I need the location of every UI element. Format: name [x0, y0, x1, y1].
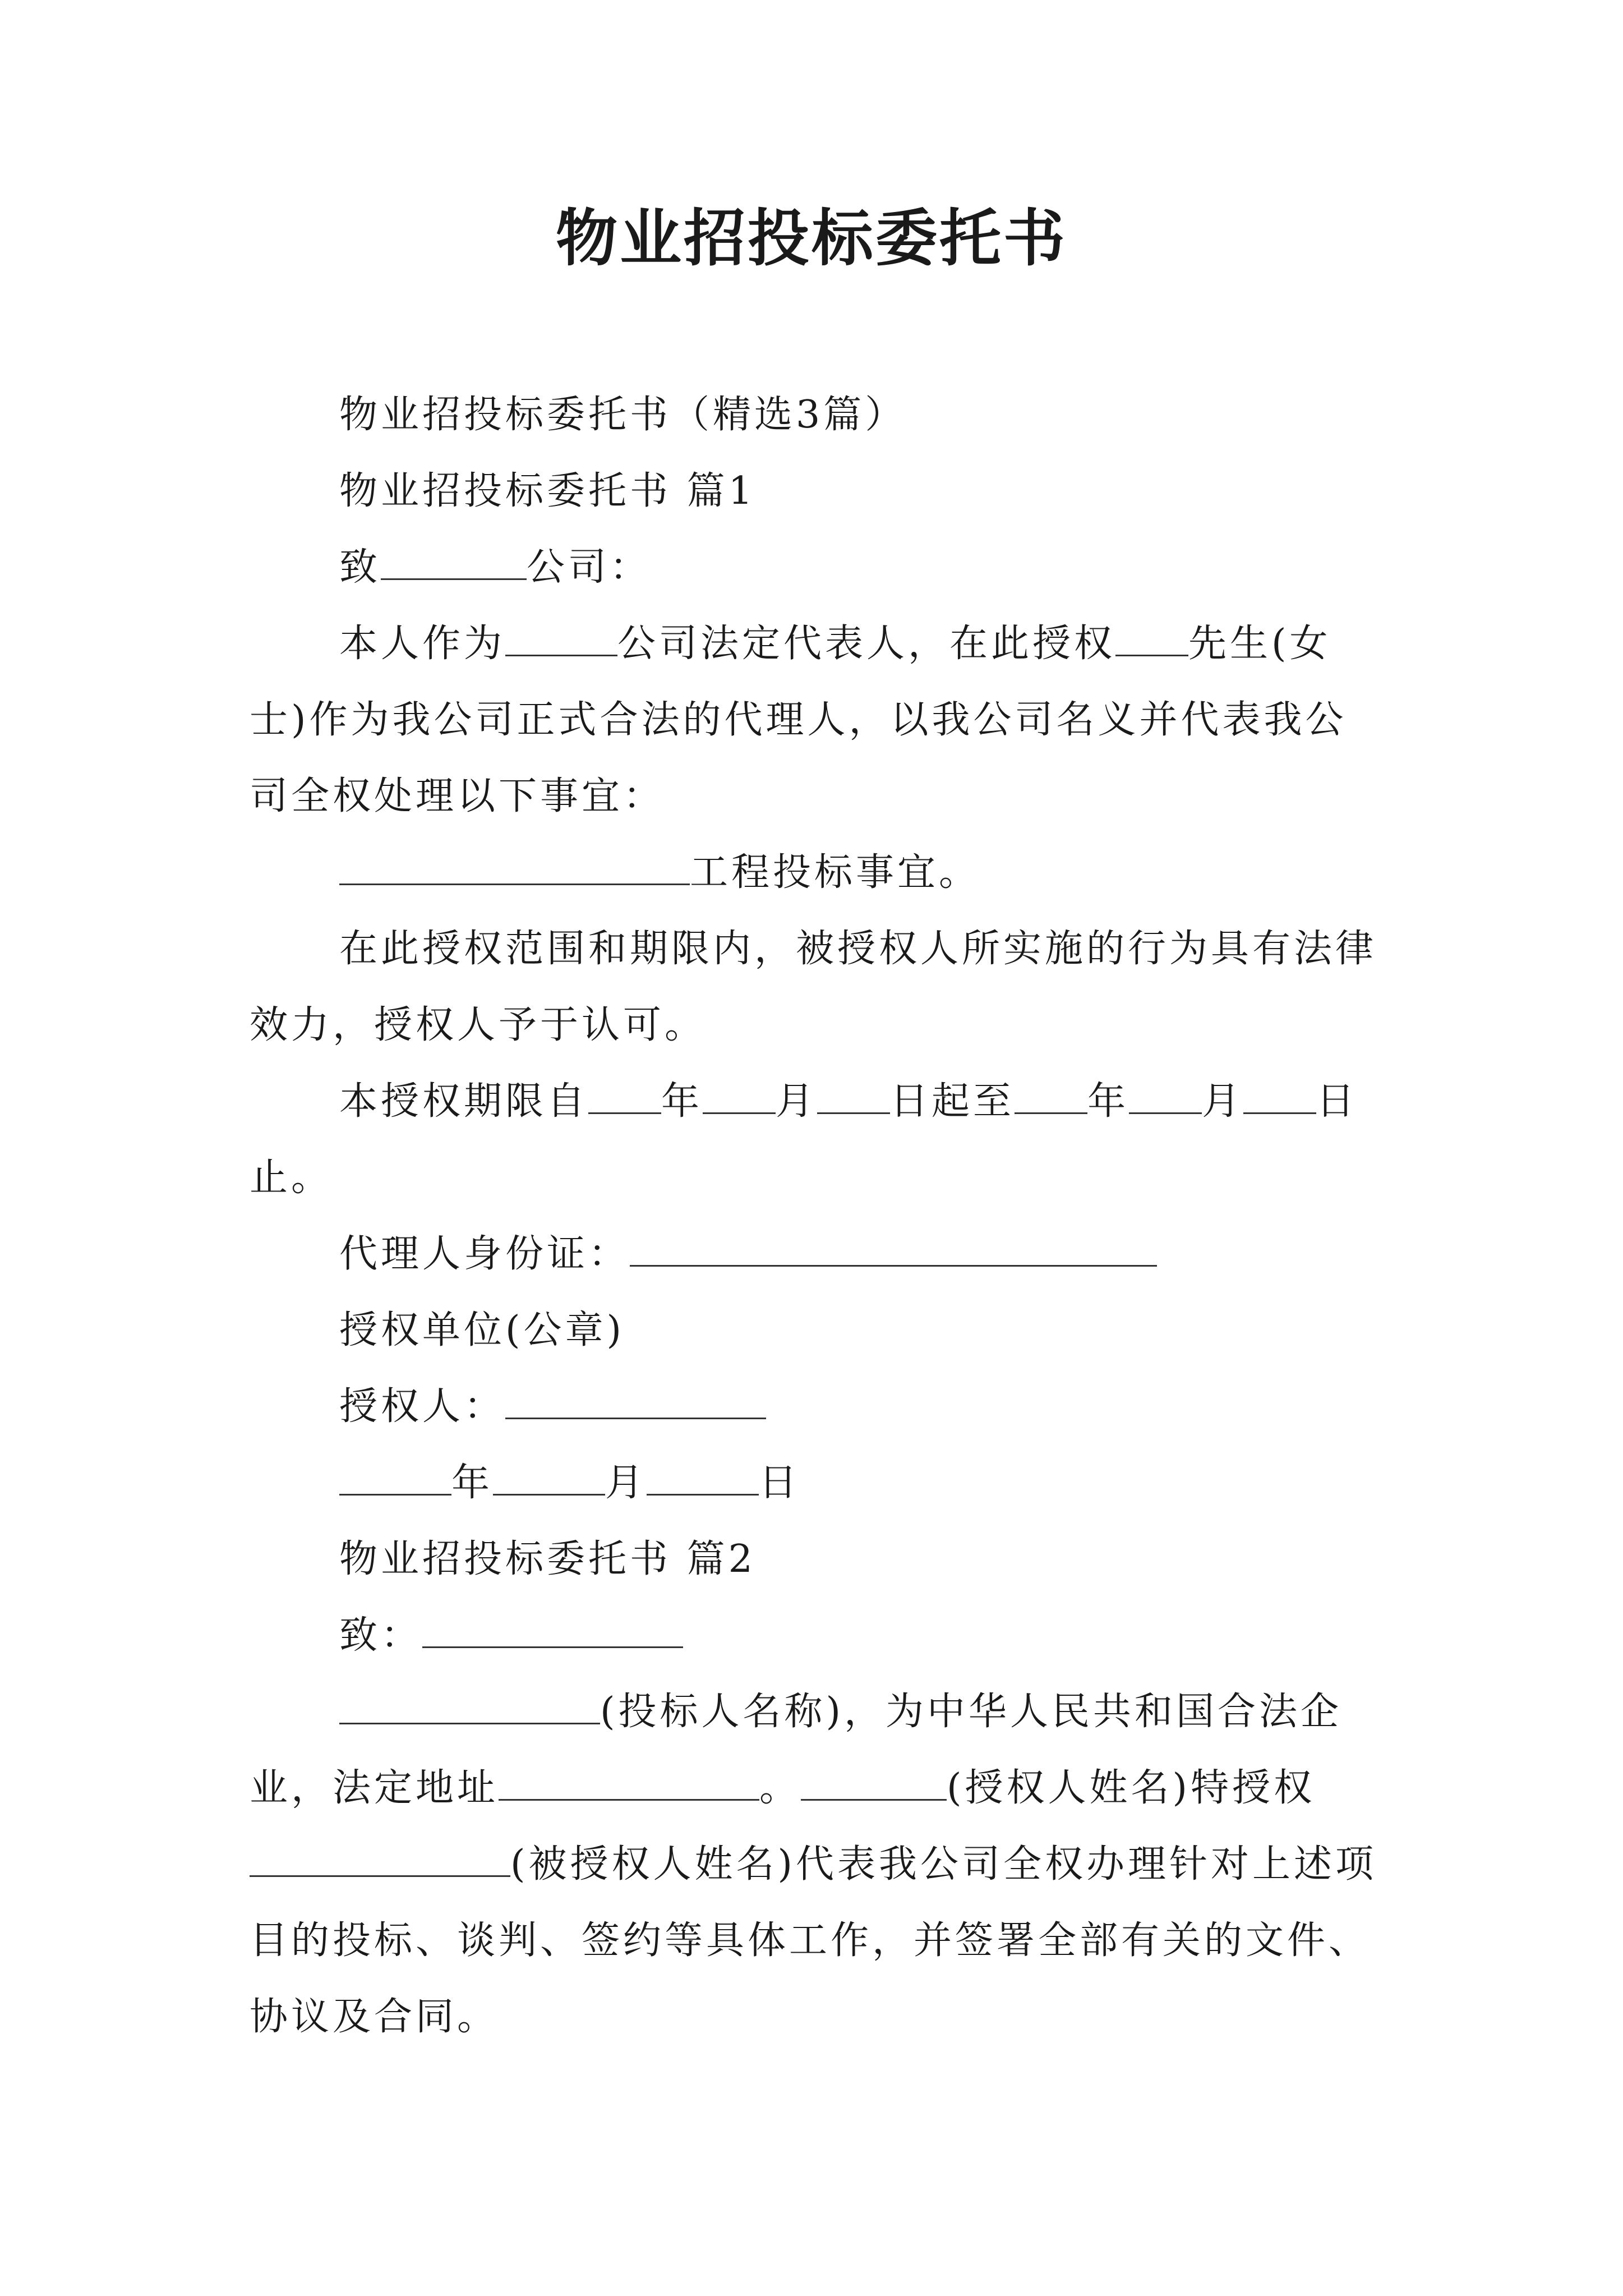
text-fragment: 工程投标事宜。: [690, 850, 981, 895]
text-fragment: 授权人：: [339, 1384, 506, 1429]
address-blank: [499, 1765, 759, 1801]
text-fragment: 代理人身份证：: [339, 1232, 630, 1276]
text-fragment: 日: [759, 1461, 801, 1505]
section1-heading: 物业招投标委托书 篇1: [339, 469, 756, 513]
recipient-blank: [422, 1613, 683, 1648]
document-subtitle: 物业招投标委托书（精选3篇）: [339, 393, 907, 437]
document-title: 物业招投标委托书: [556, 202, 1067, 274]
text-fragment: (被授权人姓名)代表我公司全权办理针对上述项目的投标、谈判、签约等具体工作，并签署全部有关的文件、协议及合同。: [250, 1842, 1377, 2039]
grantor-blank: [505, 1384, 766, 1419]
text-fragment: (投标人名称)，为中华人民共和国合法企业，法定地址: [250, 1690, 1343, 1810]
text-fragment: 年: [1087, 1079, 1129, 1124]
grantor-name-blank: [801, 1765, 947, 1801]
company-name-blank: [505, 621, 617, 656]
end-month-blank: [1129, 1079, 1202, 1114]
bidder-name-blank: [339, 1689, 600, 1724]
section2-heading: 物业招投标委托书 篇2: [339, 1537, 756, 1581]
id-number-blank: [630, 1231, 1157, 1267]
text-fragment: 日止。: [250, 1079, 1358, 1200]
section1-period-line: [250, 1064, 1382, 1216]
text-fragment: 公司法定代表人，在此授权: [617, 622, 1116, 666]
section1-paragraph-authorization: [250, 606, 1382, 835]
sign-month-blank: [493, 1460, 605, 1496]
section2-to-line: [250, 1598, 1382, 1674]
section1-unit-line: 授权单位(公章): [339, 1308, 625, 1352]
sign-day-blank: [647, 1460, 759, 1496]
text-fragment: 本人作为: [339, 622, 506, 666]
to-suffix: 公司：: [527, 545, 652, 590]
section1-grantor-line: [250, 1369, 1382, 1445]
text-fragment: 日起至: [890, 1079, 1015, 1124]
section1-date-line: [250, 1445, 1382, 1521]
company-blank: [381, 545, 527, 580]
start-day-blank: [817, 1079, 890, 1114]
end-year-blank: [1015, 1079, 1087, 1114]
text-fragment: 致：: [339, 1613, 423, 1658]
section2-paragraph-authorization: [250, 1674, 1382, 2055]
project-name-blank: [339, 850, 690, 885]
text-fragment: 本授权期限自: [339, 1079, 589, 1124]
section1-project-line: [250, 835, 1382, 911]
text-fragment: 先生(女士)作为我公司正式合法的代理人，以我公司名义并代表我公司全权处理以下事宜：: [250, 622, 1347, 818]
start-month-blank: [703, 1079, 776, 1114]
end-day-blank: [1243, 1079, 1316, 1114]
agent-name-blank: [1115, 621, 1188, 656]
sign-year-blank: [339, 1460, 451, 1496]
text-fragment: 月: [605, 1461, 647, 1505]
grantee-name-blank: [250, 1842, 510, 1877]
document-body: [250, 377, 1382, 2055]
section1-to-line: [250, 530, 1382, 606]
text-fragment: 年: [661, 1079, 703, 1124]
text-fragment: (授权人姓名)特授权: [947, 1766, 1316, 1810]
to-prefix: 致: [339, 545, 381, 590]
text-fragment: 年: [451, 1461, 494, 1505]
start-year-blank: [588, 1079, 661, 1114]
text-fragment: 月: [1202, 1079, 1244, 1124]
text-fragment: 。: [759, 1766, 801, 1810]
section1-id-line: [250, 1216, 1382, 1292]
section1-paragraph-validity: 在此授权范围和期限内，被授权人所实施的行为具有法律效力，授权人予于认可。: [250, 927, 1377, 1047]
text-fragment: 月: [776, 1079, 818, 1124]
